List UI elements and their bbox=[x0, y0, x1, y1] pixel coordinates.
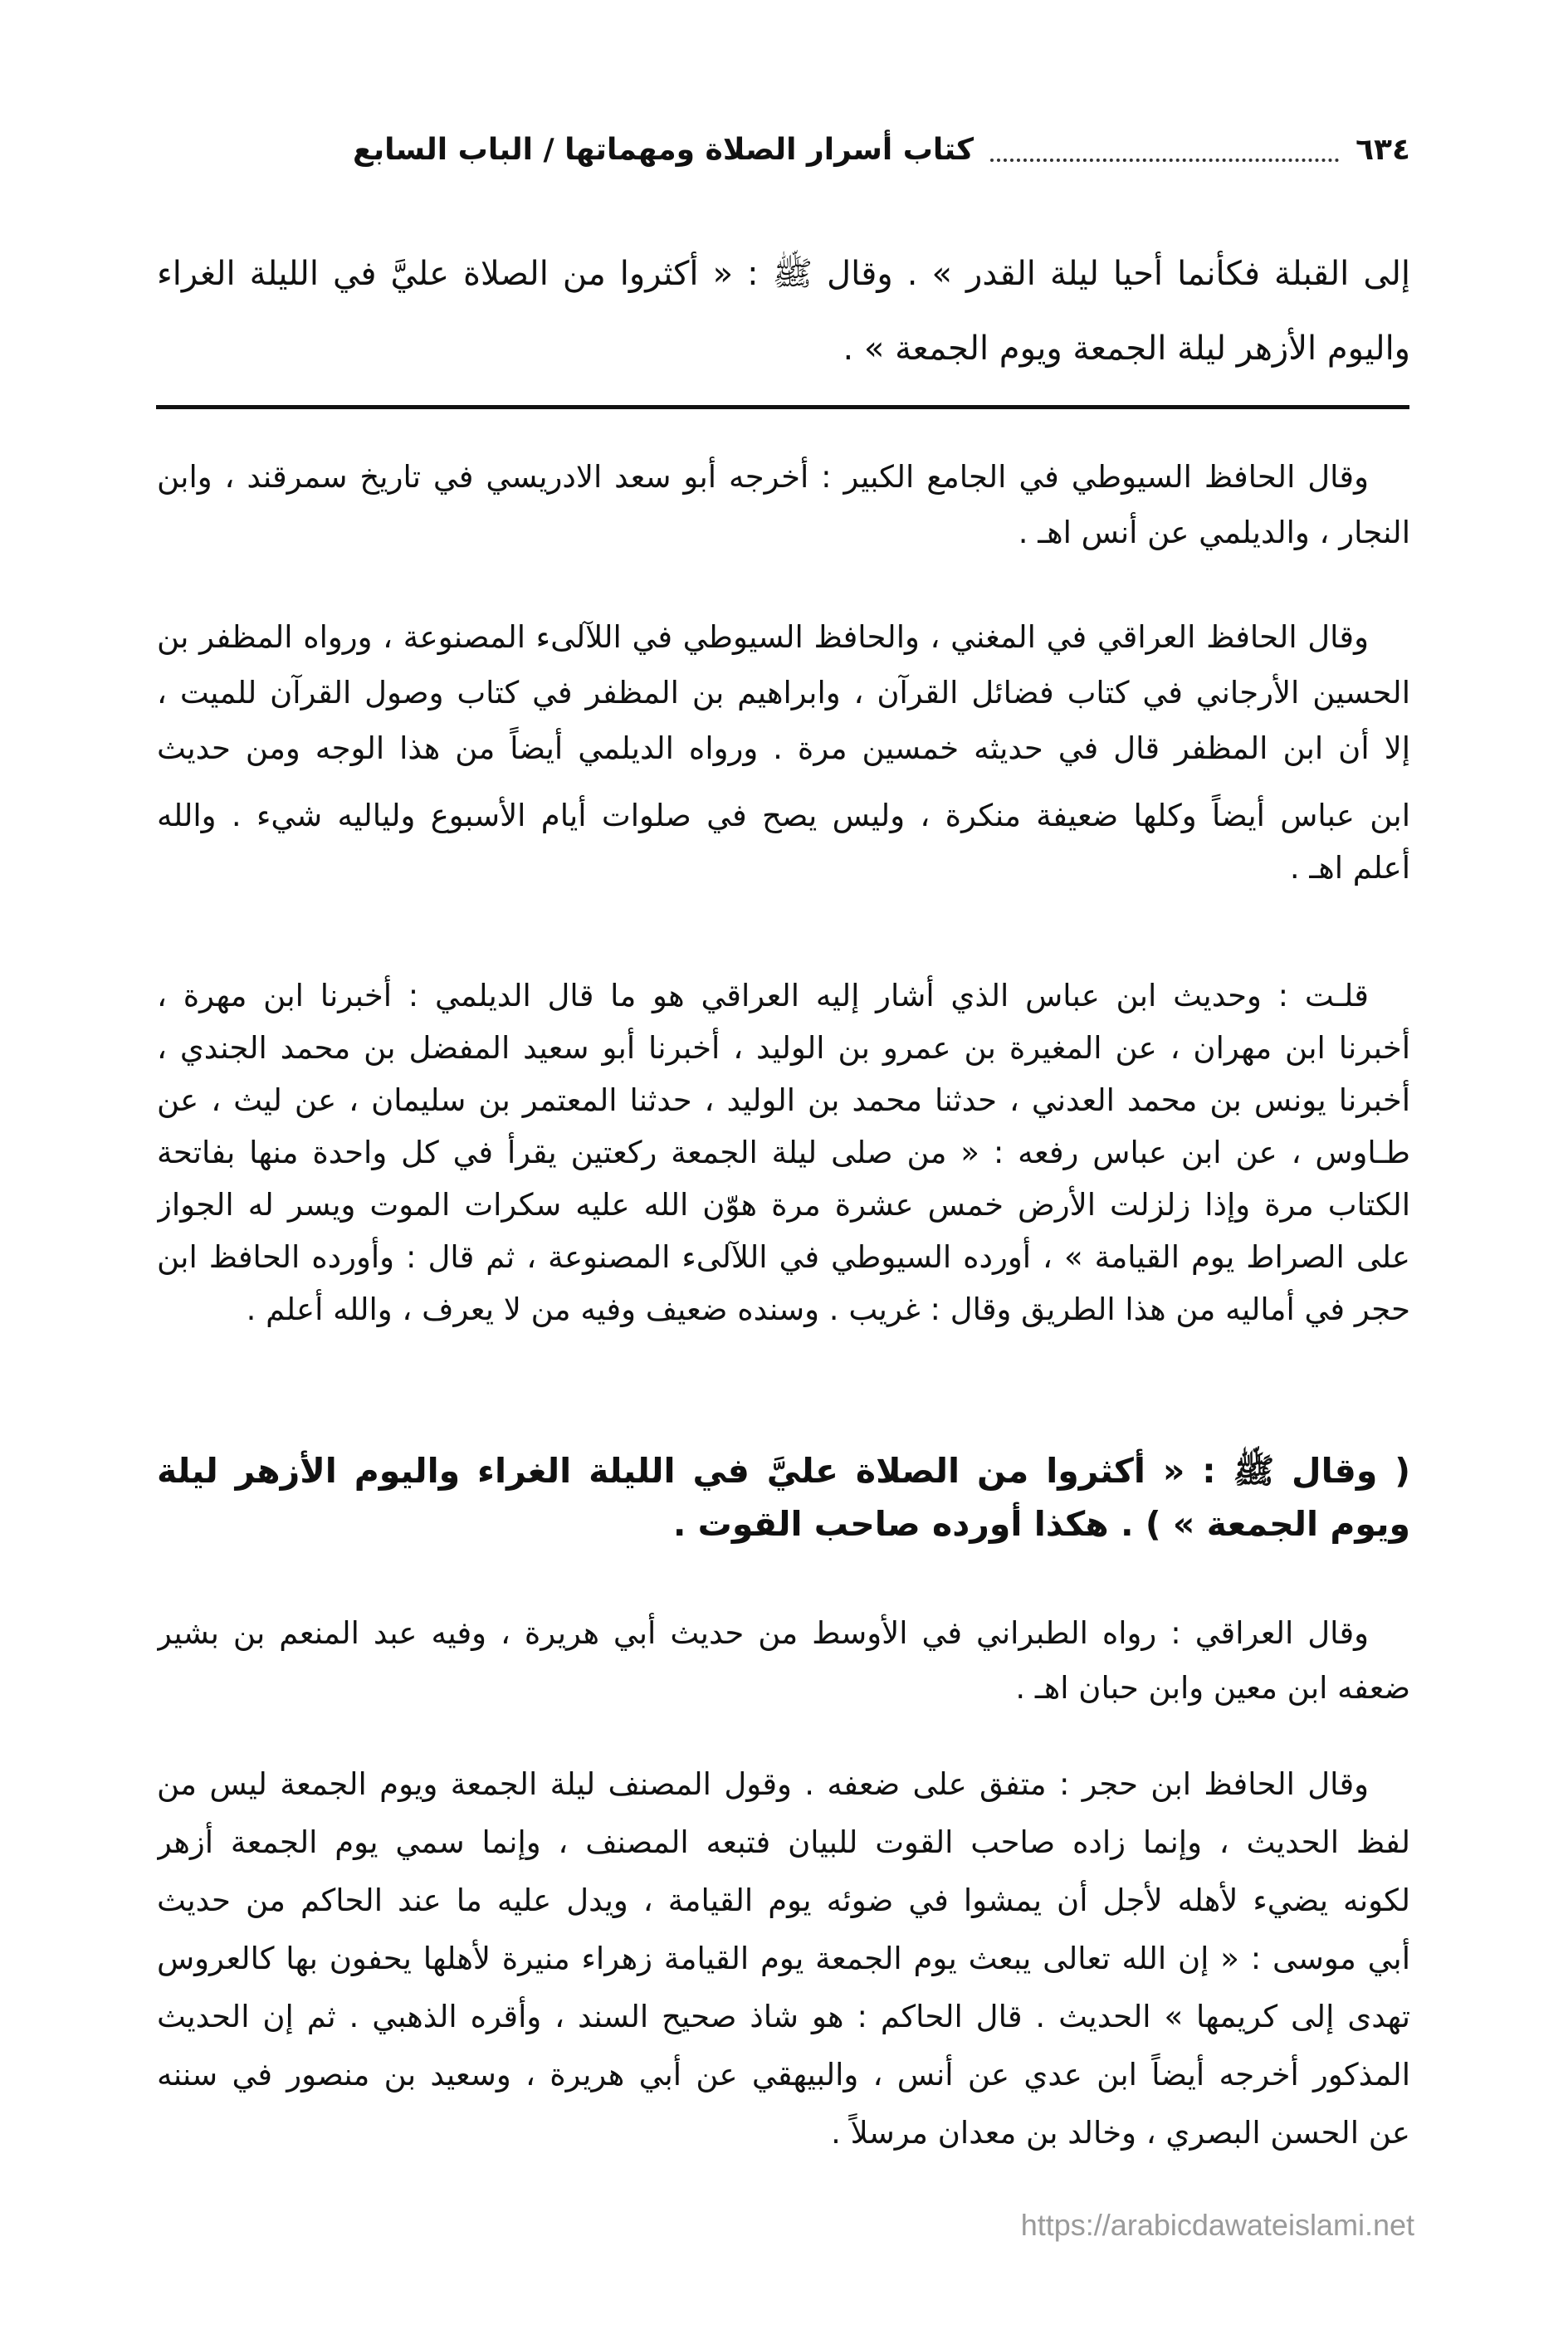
text-line: ويوم الجمعة » ) . هكذا أورده صاحب القوت . bbox=[672, 1504, 1410, 1544]
watermark-url: https://arabicdawateislami.net bbox=[1020, 2208, 1414, 2242]
text-line: أبي موسى : « إن الله تعالى يبعث يوم الجمعة يوم القيامة زهراء منيرة لأهلها يحفون بها كالعروس bbox=[157, 1941, 1410, 1976]
text-line: حجر في أماليه من هذا الطريق وقال : غريب . وسنده ضعيف وفيه من لا يعرف ، والله أعلم . bbox=[246, 1292, 1410, 1327]
text-line: النجار ، والديلمي عن أنس اهـ . bbox=[1018, 515, 1410, 550]
leader-dots bbox=[990, 139, 1339, 162]
text-line: أعلم اهـ . bbox=[1289, 850, 1410, 886]
text-line: وقال الحافظ السيوطي في الجامع الكبير : أخرجه أبو سعد الادريسي في تاريخ سمرقند ، وابن bbox=[157, 459, 1369, 495]
text-line: ( وقال ﷺ : « أكثروا من الصلاة عليَّ في الليلة الغراء واليوم الأزهر ليلة bbox=[157, 1451, 1410, 1491]
text-line: ضعفه ابن معين وابن حبان اهـ . bbox=[1015, 1670, 1410, 1706]
page-number: ٦٣٤ bbox=[1356, 133, 1410, 167]
text-line: أخبرنا يونس بن محمد العدني ، حدثنا محمد بن الوليد ، حدثنا المعتمر بن سليمان ، عن ليث ، عن bbox=[157, 1082, 1410, 1118]
text-line: تهدى إلى كريمها » الحديث . قال الحاكم : هو شاذ صحيح السند ، وأقره الذهبي . ثم إن الحديث bbox=[157, 1999, 1410, 2034]
text-line: قلـت : وحديث ابن عباس الذي أشار إليه العراقي هو ما قال الديلمي : أخبرنا ابن مهرة ، bbox=[157, 978, 1369, 1013]
text-line: المذكور أخرجه أيضاً ابن عدي عن أنس ، والبيهقي عن أبي هريرة ، وسعيد بن منصور في سننه bbox=[157, 2057, 1410, 2093]
text-line: لفظ الحديث ، وإنما زاده صاحب القوت للبيان فتبعه المصنف ، وإنما سمي يوم الجمعة أزهر bbox=[157, 1824, 1410, 1860]
text-line: ابن عباس أيضاً وكلها ضعيفة منكرة ، وليس يصح في صلوات أيام الأسبوع ولياليه شيء . والله bbox=[157, 798, 1410, 833]
text-line: إلا أن ابن المظفر قال في حديثه خمسين مرة . ورواه الديلمي أيضاً من هذا الوجه ومن حديث bbox=[157, 730, 1410, 766]
text-line: واليوم الأزهر ليلة الجمعة ويوم الجمعة » . bbox=[843, 330, 1410, 368]
text-line: إلى القبلة فكأنما أحيا ليلة القدر » . وقال ﷺ : « أكثروا من الصلاة عليَّ في الليلة الغراء bbox=[157, 255, 1410, 293]
text-line: وقال الحافظ ابن حجر : متفق على ضعفه . وقول المصنف ليلة الجمعة ويوم الجمعة ليس من bbox=[157, 1766, 1369, 1802]
running-title: كتاب أسرار الصلاة ومهماتها / الباب السابع bbox=[353, 133, 975, 167]
running-header bbox=[157, 133, 1410, 167]
text-line: على الصراط يوم القيامة » ، أورده السيوطي في اللآلىء المصنوعة ، ثم قال : وأورده الحافظ ابن bbox=[157, 1239, 1410, 1275]
text-line: عن الحسن البصري ، وخالد بن معدان مرسلاً . bbox=[831, 2115, 1410, 2151]
text-line: لكونه يضيء لأهله لأجل أن يمشوا في ضوئه يوم القيامة ، ويدل عليه ما عند الحاكم من حديث bbox=[157, 1883, 1410, 1918]
text-line: الحسين الأرجاني في كتاب فضائل القرآن ، وابراهيم بن المظفر في كتاب وصول القرآن للميت ، bbox=[157, 675, 1410, 711]
text-line: الكتاب مرة وإذا زلزلت الأرض خمس عشرة مرة هوّن الله عليه سكرات الموت ويسر له الجواز bbox=[157, 1187, 1410, 1223]
text-line: وقال العراقي : رواه الطبراني في الأوسط من حديث أبي هريرة ، وفيه عبد المنعم بن بشير bbox=[157, 1615, 1369, 1651]
footnote-divider bbox=[156, 405, 1409, 409]
text-line: أخبرنا ابن مهران ، عن المغيرة بن عمرو بن الوليد ، أخبرنا أبو سعيد المفضل بن محمد الجندي ، bbox=[157, 1030, 1410, 1066]
text-line: طـاوس ، عن ابن عباس رفعه : « من صلى ليلة الجمعة ركعتين يقرأ في كل واحدة منها بفاتحة bbox=[157, 1135, 1410, 1170]
text-line: وقال الحافظ العراقي في المغني ، والحافظ السيوطي في اللآلىء المصنوعة ، ورواه المظفر بن bbox=[157, 619, 1369, 655]
